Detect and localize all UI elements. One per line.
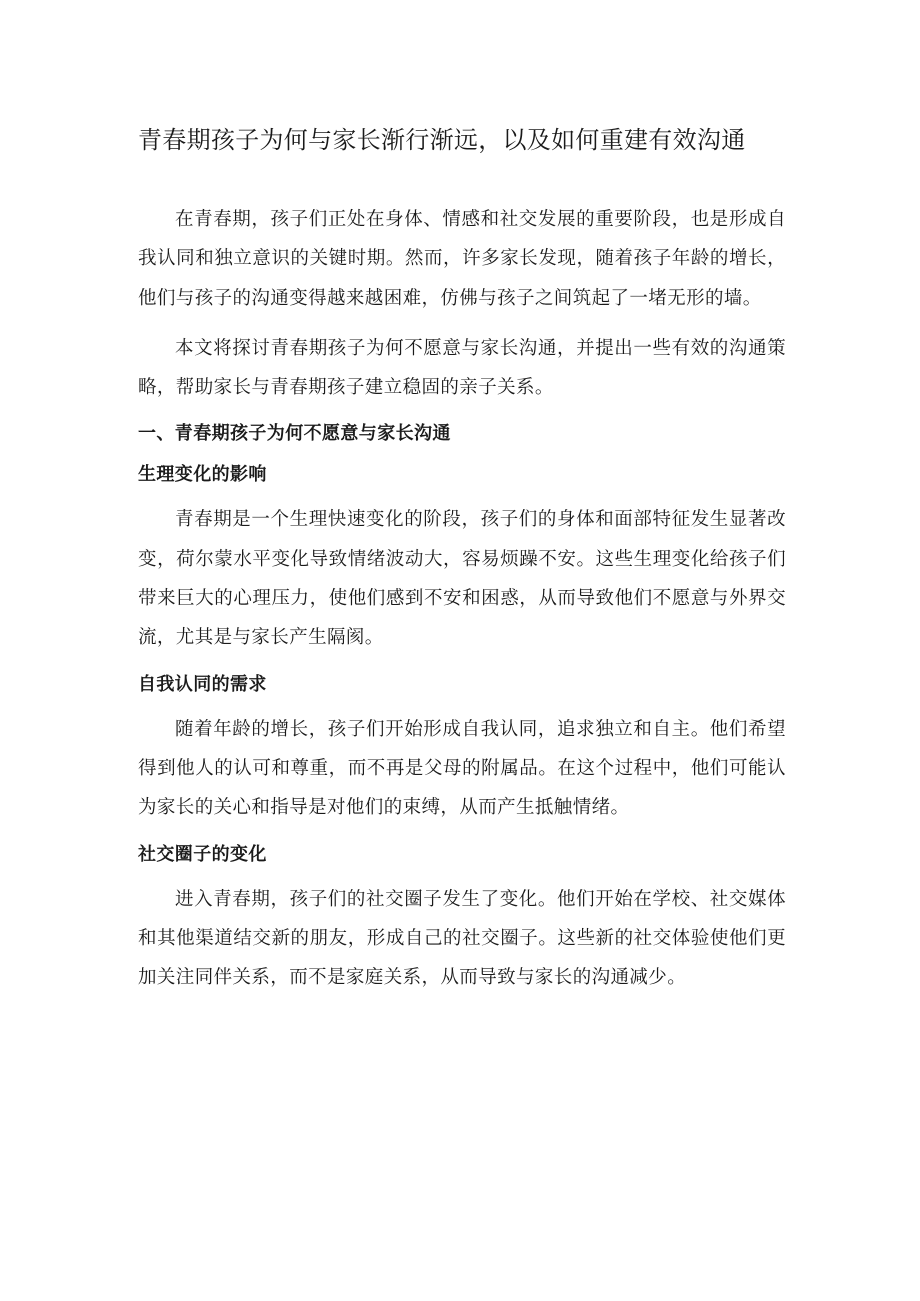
intro-paragraph-2: 本文将探讨青春期孩子为何不愿意与家长沟通，并提出一些有效的沟通策略，帮助家长与青春期孩子建立稳固的亲子关系。 (138, 337, 786, 399)
subsection-physiological-text: 青春期是一个生理快速变化的阶段，孩子们的身体和面部特征发生显著改变，荷尔蒙水平变化导致情绪波动大，容易烦躁不安。这些生理变化给孩子们带来巨大的心理压力，使他们感到不安和困惑，从而导致他们不愿意与外界交流，尤其是与家长产生隔阂。 (138, 509, 786, 649)
document-title: 青春期孩子为何与家长渐行渐远，以及如何重建有效沟通 (138, 126, 746, 154)
document-body (138, 200, 786, 1008)
section-1-heading: 一、青春期孩子为何不愿意与家长沟通 (138, 423, 451, 445)
subsection-physiological-heading: 生理变化的影响 (138, 464, 267, 486)
intro-paragraph-1: 在青春期，孩子们正处在身体、情感和社交发展的重要阶段，也是形成自我认同和独立意识的关键时期。然而，许多家长发现，随着孩子年龄的增长，他们与孩子的沟通变得越来越困难，仿佛与孩子之间筑起了一堵无形的墙。 (138, 209, 786, 309)
subsection-identity-text: 随着年龄的增长，孩子们开始形成自我认同，追求独立和自主。他们希望得到他人的认可和尊重，而不再是父母的附属品。在这个过程中，他们可能认为家长的关心和指导是对他们的束缚，从而产生抵触情绪。 (138, 718, 786, 819)
subsection-social-text: 进入青春期，孩子们的社交圈子发生了变化。他们开始在学校、社交媒体和其他渠道结交新的朋友，形成自己的社交圈子。这些新的社交体验使他们更加关注同伴关系，而不是家庭关系，从而导致与家长的沟通减少。 (138, 888, 786, 989)
subsection-identity-heading: 自我认同的需求 (138, 673, 267, 695)
subsection-social-heading: 社交圈子的变化 (138, 843, 267, 865)
